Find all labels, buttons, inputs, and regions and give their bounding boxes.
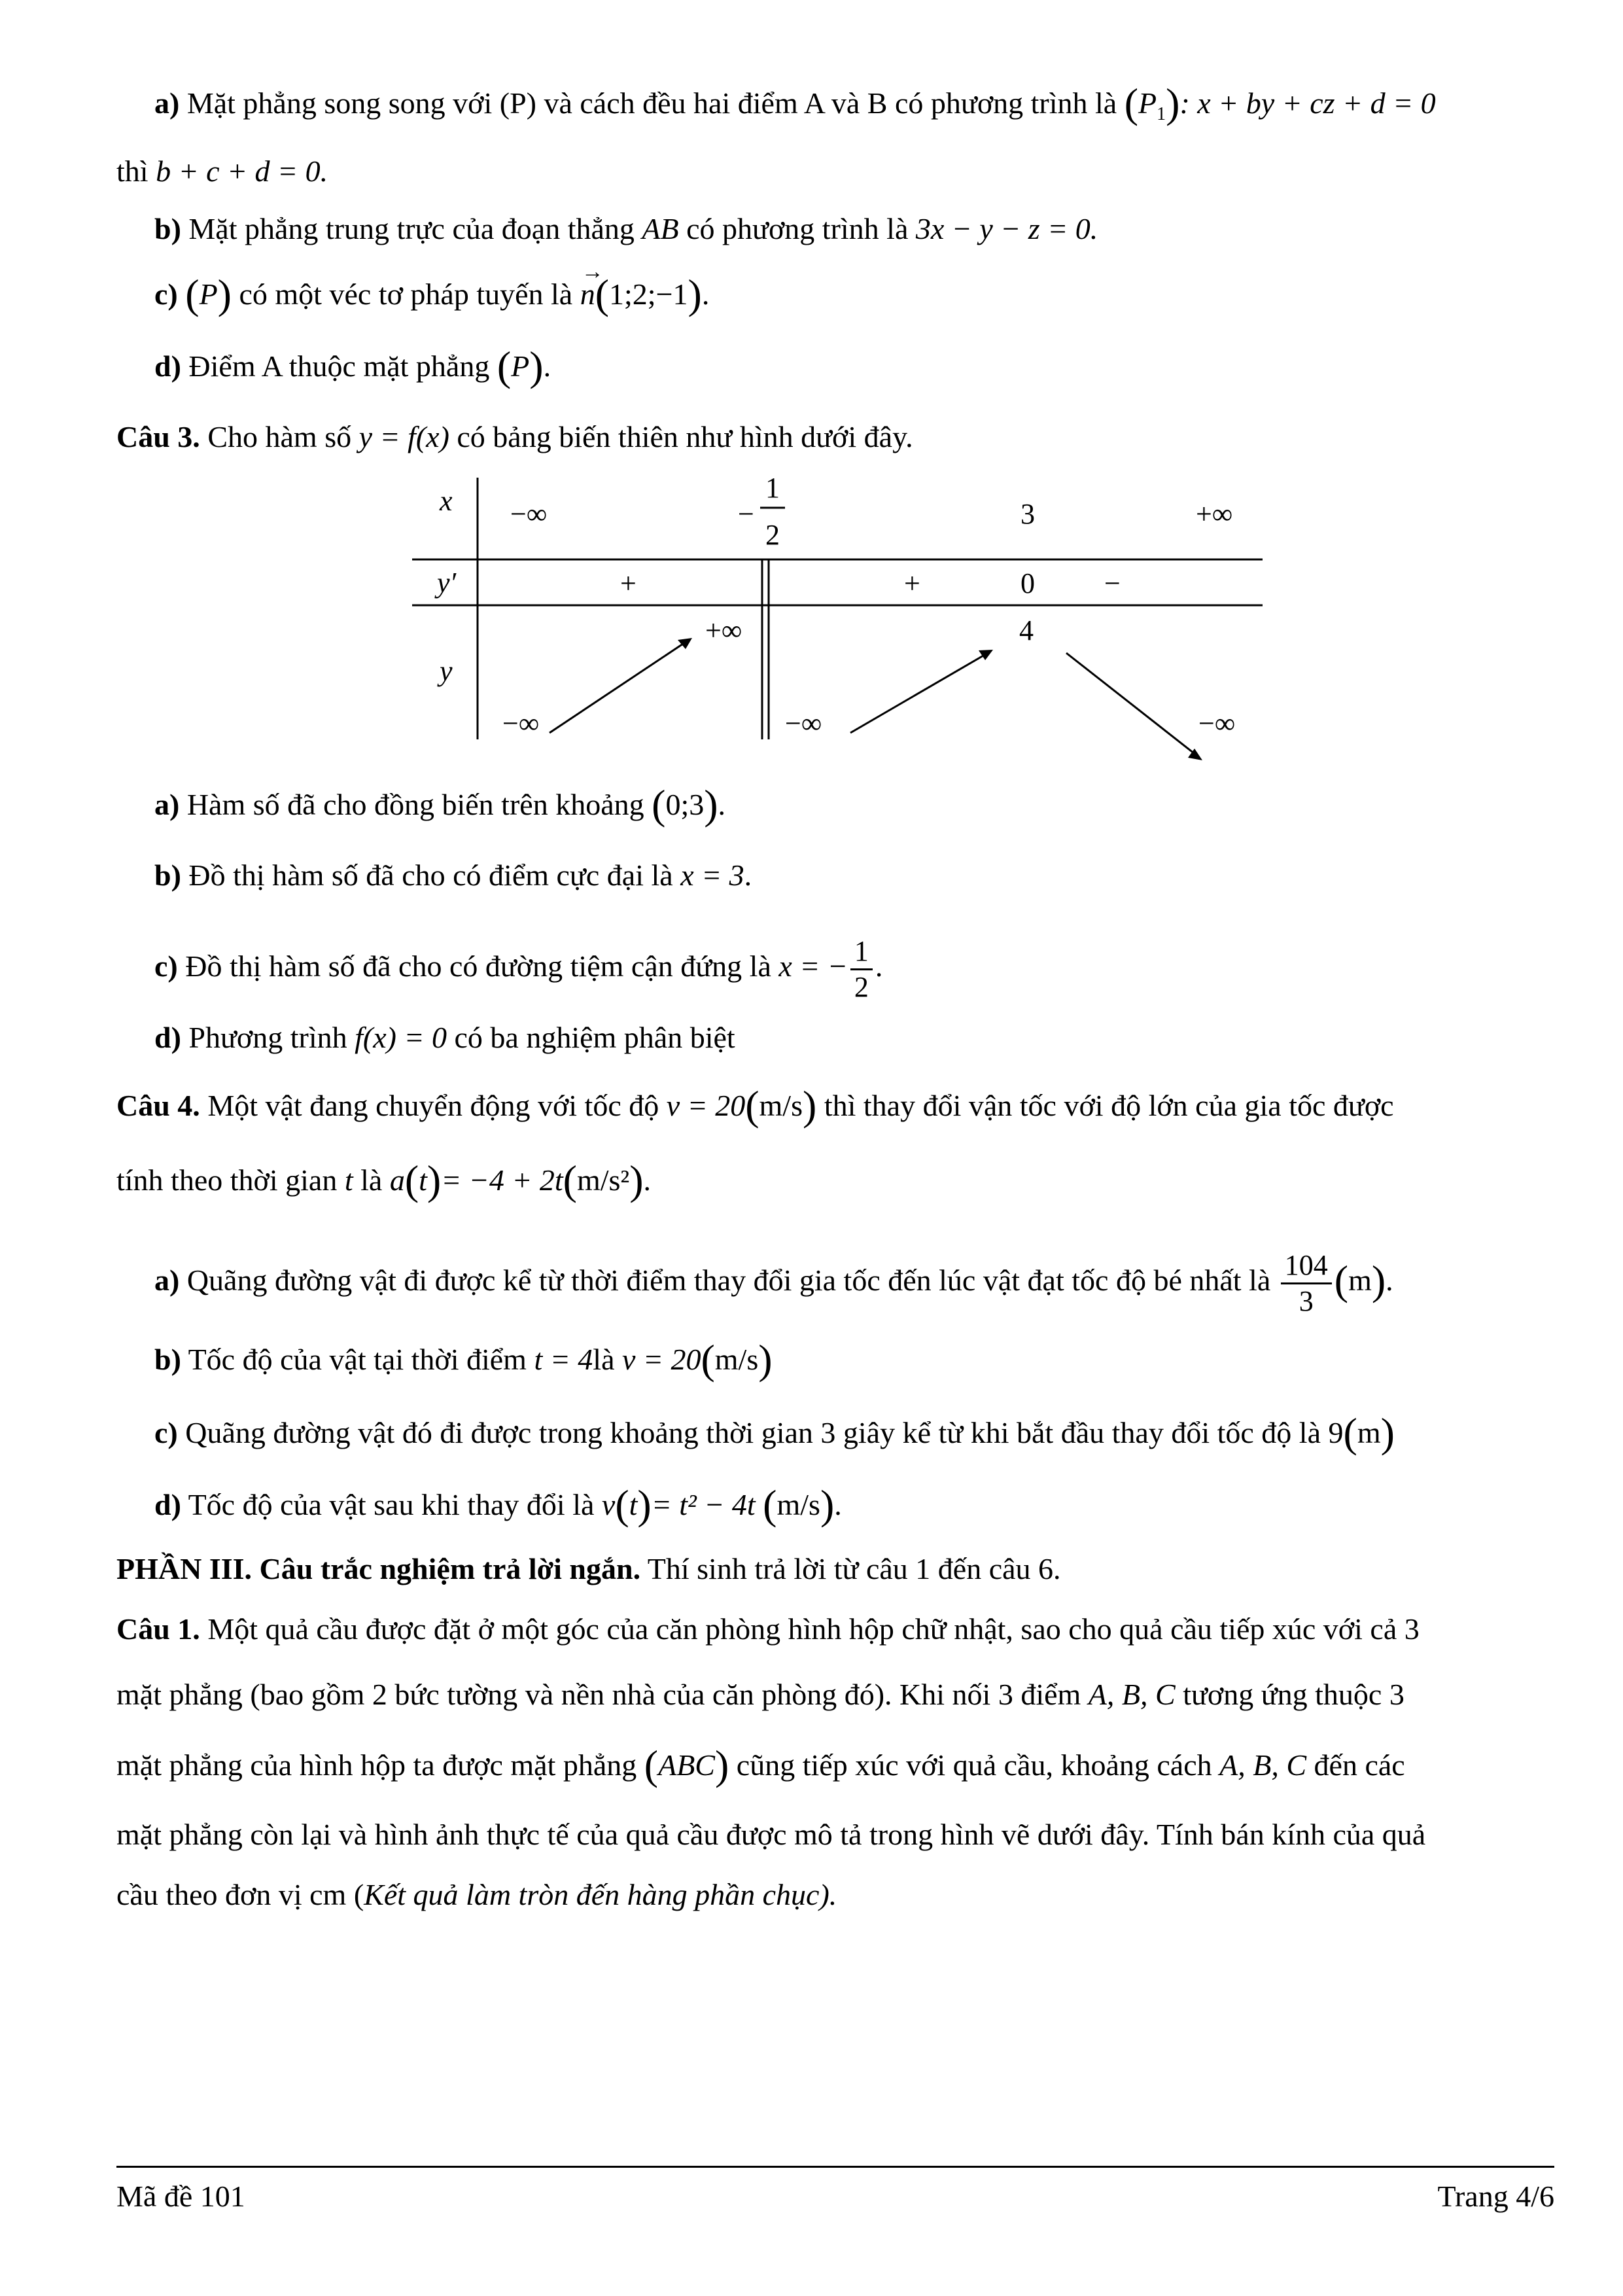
q1-line3: mặt phẳng của hình hộp ta được mặt phẳng (ABC) cũng tiếp xúc với quả cầu, khoảng cách A, B, C đến các	[116, 1742, 1405, 1788]
arrowhead-2	[979, 650, 993, 660]
q4-stem-line2: tính theo thời gian t là a(t)= −4 + 2t(m/s²).	[116, 1157, 652, 1203]
y-plus-inf: +∞	[705, 614, 742, 646]
q3-item-a: a) Hàm số đã cho đồng biến trên khoảng (0;3).	[154, 781, 726, 828]
q3-item-b: b) Đồ thị hàm số đã cho có điểm cực đại là x = 3.	[154, 858, 752, 892]
q1-line2: mặt phẳng (bao gồm 2 bức tường và nền nhà của căn phòng đó). Khi nối 3 điểm A, B, C tương ứng thuộc 3	[116, 1678, 1405, 1711]
p2-item-d: d) Điểm A thuộc mặt phẳng (P).	[154, 343, 551, 389]
p2-item-c: c) (P) có một véc tơ pháp tuyến là → n(1;2;−1).	[154, 260, 710, 317]
yprime-minus: −	[1104, 567, 1121, 599]
q4-stem-line1: Câu 4. Một vật đang chuyển động với tốc độ v = 20(m/s) thì thay đổi vận tốc với độ lớn của gia tốc được	[116, 1082, 1394, 1129]
arrow-up-1	[550, 641, 687, 733]
part3-heading: PHẦN III. Câu trắc nghiệm trả lời ngắn. Thí sinh trả lời từ câu 1 đến câu 6.	[116, 1552, 1061, 1585]
q1-line4: mặt phẳng còn lại và hình ảnh thực tế của quả cầu được mô tả trong hình vẽ dưới đây. Tính bán kính của quả	[116, 1818, 1426, 1851]
yprime-plus-1: +	[620, 567, 637, 599]
x-three: 3	[1021, 498, 1035, 530]
q3-item-c: c) Đồ thị hàm số đã cho có đường tiệm cận đứng là x = − $\frac{1}{2}$ .	[154, 935, 883, 1003]
y-minus-inf-2: −∞	[785, 707, 822, 739]
x-minus-inf: −∞	[510, 498, 548, 530]
arrow-up-2	[850, 653, 988, 733]
q4-item-a: a) Quãng đường vật đi được kể từ thời điểm thay đổi gia tốc đến lúc vật đạt tốc độ bé nhất là $\frac{104}{3}$ (m).	[154, 1249, 1393, 1317]
x-plus-inf: +∞	[1196, 498, 1233, 530]
q3-item-d: d) Phương trình f(x) = 0 có ba nghiệm phân biệt	[154, 1021, 735, 1054]
variation-table	[393, 471, 1269, 766]
x-neg-sign: −	[738, 498, 754, 530]
q4-item-b: b) Tốc độ của vật tại thời điểm t = 4là v = 20(m/s)	[154, 1336, 773, 1383]
footer-rule	[116, 2166, 1554, 2168]
q4-item-d: d) Tốc độ của vật sau khi thay đổi là v(t)= t² − 4t (m/s).	[154, 1481, 842, 1528]
arrow-down	[1066, 653, 1197, 756]
p2-item-a-line2: thì b + c + d = 0.	[116, 154, 328, 188]
table-label-y: y	[440, 655, 453, 687]
q4-item-c: c) Quãng đường vật đó đi được trong khoảng thời gian 3 giây kể từ khi bắt đầu thay đổi tốc độ là 9(m)	[154, 1409, 1395, 1456]
q1-line1: Câu 1. Một quả cầu được đặt ở một góc của căn phòng hình hộp chữ nhật, sao cho quả cầu tiếp xúc với cả 3	[116, 1612, 1420, 1646]
yprime-plus-2: +	[904, 567, 920, 599]
table-label-yprime: y′	[437, 567, 457, 599]
y-minus-inf-1: −∞	[502, 707, 540, 739]
x-frac-num: 1	[765, 472, 780, 504]
y-four: 4	[1019, 614, 1034, 646]
footer-exam-code: Mã đề 101	[116, 2180, 245, 2213]
p2-item-b: b) Mặt phẳng trung trực của đoạn thẳng AB có phương trình là 3x − y − z = 0.	[154, 212, 1098, 245]
arrowhead-1	[678, 638, 692, 649]
q1-line5: cầu theo đơn vị cm (Kết quả làm tròn đến hàng phần chục).	[116, 1878, 837, 1911]
y-minus-inf-3: −∞	[1198, 707, 1236, 739]
p2-item-a-line1: a) Mặt phẳng song song với (P) và cách đều hai điểm A và B có phương trình là $(P_1)$: x + by + cz + d = 0	[154, 80, 1436, 126]
q3-stem: Câu 3. Cho hàm số y = f(x) có bảng biến thiên như hình dưới đây.	[116, 420, 913, 453]
x-frac-den: 2	[765, 519, 780, 551]
yprime-zero: 0	[1021, 567, 1035, 599]
footer-page-number: Trang 4/6	[1437, 2180, 1554, 2213]
table-label-x: x	[440, 485, 453, 517]
